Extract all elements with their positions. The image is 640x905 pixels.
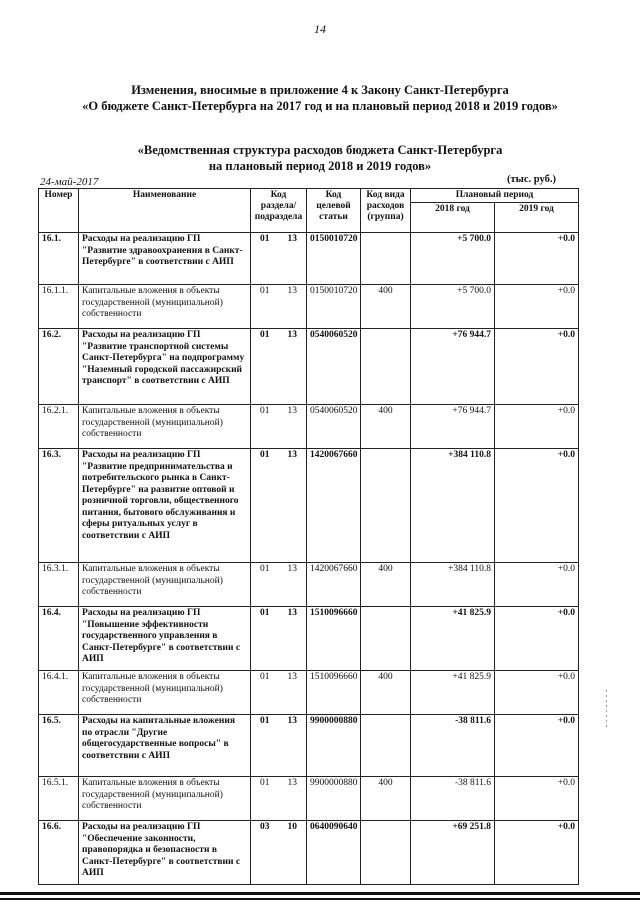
header-2018: 2018 год — [411, 203, 495, 233]
row-number: 16.1. — [39, 233, 79, 285]
row-2019: +0.0 — [495, 285, 579, 329]
row-section-code: 01 — [260, 672, 270, 682]
table-row — [39, 777, 579, 821]
row-expense-type: 400 — [361, 777, 411, 821]
row-name: Расходы на реализацию ГП "Обеспечение законности, правопорядка и безопасности в Санкт-Петербурге" в соответствии с АИП — [79, 821, 251, 885]
row-section — [251, 777, 307, 821]
row-expense-type — [361, 821, 411, 885]
row-name: Расходы на реализацию ГП "Развитие транспортной системы Санкт-Петербурга" на подпрограмму "Наземный городской пассажирский транспорт" в соответствии с АИП — [79, 329, 251, 405]
row-section-code: 01 — [260, 406, 270, 416]
row-2018: +5 700.0 — [411, 285, 495, 329]
row-expense-type — [361, 233, 411, 285]
row-number: 16.2.1. — [39, 405, 79, 449]
row-subsection-code: 13 — [287, 716, 297, 726]
row-section-code: 03 — [260, 822, 270, 832]
row-name: Расходы на реализацию ГП "Развитие здравоохранения в Санкт-Петербурге" в соответствии с АИП — [79, 233, 251, 285]
row-2018: +5 700.0 — [411, 233, 495, 285]
table-row — [39, 329, 579, 405]
row-target: 0540060520 — [307, 329, 361, 405]
row-name: Расходы на капитальные вложения по отрасли "Другие общегосударственные вопросы" в соответствии с АИП — [79, 715, 251, 777]
row-section — [251, 329, 307, 405]
header-number: Номер — [39, 189, 79, 233]
row-target: 0540060520 — [307, 405, 361, 449]
row-target: 9900000880 — [307, 715, 361, 777]
row-section — [251, 671, 307, 715]
row-section — [251, 607, 307, 671]
row-2018: +384 110.8 — [411, 563, 495, 607]
header-section: Код раздела/ подраздела — [251, 189, 307, 233]
row-expense-type: 400 — [361, 285, 411, 329]
row-target: 0150010720 — [307, 233, 361, 285]
row-section — [251, 233, 307, 285]
subtitle-line-1: «Ведомственная структура расходов бюджета Санкт-Петербурга — [137, 143, 503, 157]
margin-mark — [606, 690, 607, 730]
row-section-code: 01 — [260, 716, 270, 726]
row-subsection-code: 13 — [287, 672, 297, 682]
row-section — [251, 285, 307, 329]
row-2018: -38 811.6 — [411, 715, 495, 777]
row-expense-type — [361, 607, 411, 671]
row-number: 16.4. — [39, 607, 79, 671]
header-row — [39, 189, 579, 203]
row-subsection-code: 13 — [287, 608, 297, 618]
row-section-code: 01 — [260, 330, 270, 340]
row-section — [251, 449, 307, 563]
document-date: 24-май-2017 — [40, 176, 99, 188]
row-2019: +0.0 — [495, 607, 579, 671]
row-subsection-code: 13 — [287, 450, 297, 460]
row-section-code: 01 — [260, 564, 270, 574]
row-2018: +76 944.7 — [411, 329, 495, 405]
table-row — [39, 405, 579, 449]
row-name: Расходы на реализацию ГП "Повышение эффективности государственного управления в Санкт-Петербурге" в соответствии с АИП — [79, 607, 251, 671]
row-2019: +0.0 — [495, 233, 579, 285]
row-target: 1420067660 — [307, 449, 361, 563]
row-number: 16.6. — [39, 821, 79, 885]
row-name: Капитальные вложения в объекты государственной (муниципальной) собственности — [79, 671, 251, 715]
row-expense-type: 400 — [361, 563, 411, 607]
row-section — [251, 563, 307, 607]
row-subsection-code: 13 — [287, 564, 297, 574]
row-subsection-code: 13 — [287, 778, 297, 788]
row-2019: +0.0 — [495, 777, 579, 821]
row-2019: +0.0 — [495, 405, 579, 449]
row-expense-type: 400 — [361, 671, 411, 715]
page-number: 14 — [314, 22, 326, 36]
row-subsection-code: 13 — [287, 234, 297, 244]
table-row — [39, 607, 579, 671]
row-expense-type — [361, 329, 411, 405]
row-target: 9900000880 — [307, 777, 361, 821]
budget-table — [38, 188, 579, 885]
row-subsection-code: 13 — [287, 330, 297, 340]
table-row — [39, 449, 579, 563]
document-title — [0, 82, 640, 114]
row-2019: +0.0 — [495, 329, 579, 405]
row-section-code: 01 — [260, 286, 270, 296]
row-2019: +0.0 — [495, 715, 579, 777]
row-name: Капитальные вложения в объекты государственной (муниципальной) собственности — [79, 285, 251, 329]
row-name: Капитальные вложения в объекты государственной (муниципальной) собственности — [79, 563, 251, 607]
row-section-code: 01 — [260, 778, 270, 788]
row-target: 1510096660 — [307, 607, 361, 671]
row-expense-type: 400 — [361, 405, 411, 449]
title-line-2: «О бюджете Санкт-Петербурга на 2017 год и на плановый период 2018 и 2019 годов» — [82, 99, 558, 113]
table-row — [39, 233, 579, 285]
row-2018: +41 825.9 — [411, 671, 495, 715]
row-2019: +0.0 — [495, 671, 579, 715]
row-2019: +0.0 — [495, 821, 579, 885]
row-2018: +384 110.8 — [411, 449, 495, 563]
row-target: 1510096660 — [307, 671, 361, 715]
row-expense-type — [361, 449, 411, 563]
subtitle-line-2: на плановый период 2018 и 2019 годов» — [208, 159, 432, 173]
table-body — [39, 233, 579, 885]
row-expense-type — [361, 715, 411, 777]
row-number: 16.1.1. — [39, 285, 79, 329]
row-2018: +41 825.9 — [411, 607, 495, 671]
table-row — [39, 285, 579, 329]
row-subsection-code: 13 — [287, 406, 297, 416]
header-target: Код целевой статьи — [307, 189, 361, 233]
units-label: (тыс. руб.) — [507, 174, 556, 185]
row-2018: -38 811.6 — [411, 777, 495, 821]
row-number: 16.2. — [39, 329, 79, 405]
row-section-code: 01 — [260, 608, 270, 618]
header-name: Наименование — [79, 189, 251, 233]
row-section — [251, 715, 307, 777]
row-2019: +0.0 — [495, 449, 579, 563]
table-row — [39, 671, 579, 715]
row-2018: +69 251.8 — [411, 821, 495, 885]
table-row — [39, 563, 579, 607]
bottom-rule — [0, 892, 640, 895]
row-target: 0640090640 — [307, 821, 361, 885]
row-name: Капитальные вложения в объекты государственной (муниципальной) собственности — [79, 777, 251, 821]
row-number: 16.3. — [39, 449, 79, 563]
row-subsection-code: 10 — [287, 822, 297, 832]
row-name: Расходы на реализацию ГП "Развитие предпринимательства и потребительского рынка в Санкт-Петербурге" на развитие оптовой и розничной торговли, общественного питания, бытового обслуживания и сферы ритуальных услуг в соответствии с АИП — [79, 449, 251, 563]
row-name: Капитальные вложения в объекты государственной (муниципальной) собственности — [79, 405, 251, 449]
table-row — [39, 715, 579, 777]
row-2019: +0.0 — [495, 563, 579, 607]
row-target: 1420067660 — [307, 563, 361, 607]
header-expense-type: Код вида расходов (группа) — [361, 189, 411, 233]
row-section — [251, 405, 307, 449]
row-number: 16.5.1. — [39, 777, 79, 821]
header-plan-period: Плановый период — [411, 189, 579, 203]
row-2018: +76 944.7 — [411, 405, 495, 449]
row-section-code: 01 — [260, 234, 270, 244]
row-number: 16.5. — [39, 715, 79, 777]
row-target: 0150010720 — [307, 285, 361, 329]
header-2019: 2019 год — [495, 203, 579, 233]
row-number: 16.4.1. — [39, 671, 79, 715]
row-subsection-code: 13 — [287, 286, 297, 296]
bottom-rule-thin — [0, 898, 640, 900]
row-number: 16.3.1. — [39, 563, 79, 607]
table-row — [39, 821, 579, 885]
row-section — [251, 821, 307, 885]
table-title — [0, 142, 640, 174]
row-section-code: 01 — [260, 450, 270, 460]
title-line-1: Изменения, вносимые в приложение 4 к Закону Санкт-Петербурга — [131, 83, 509, 97]
